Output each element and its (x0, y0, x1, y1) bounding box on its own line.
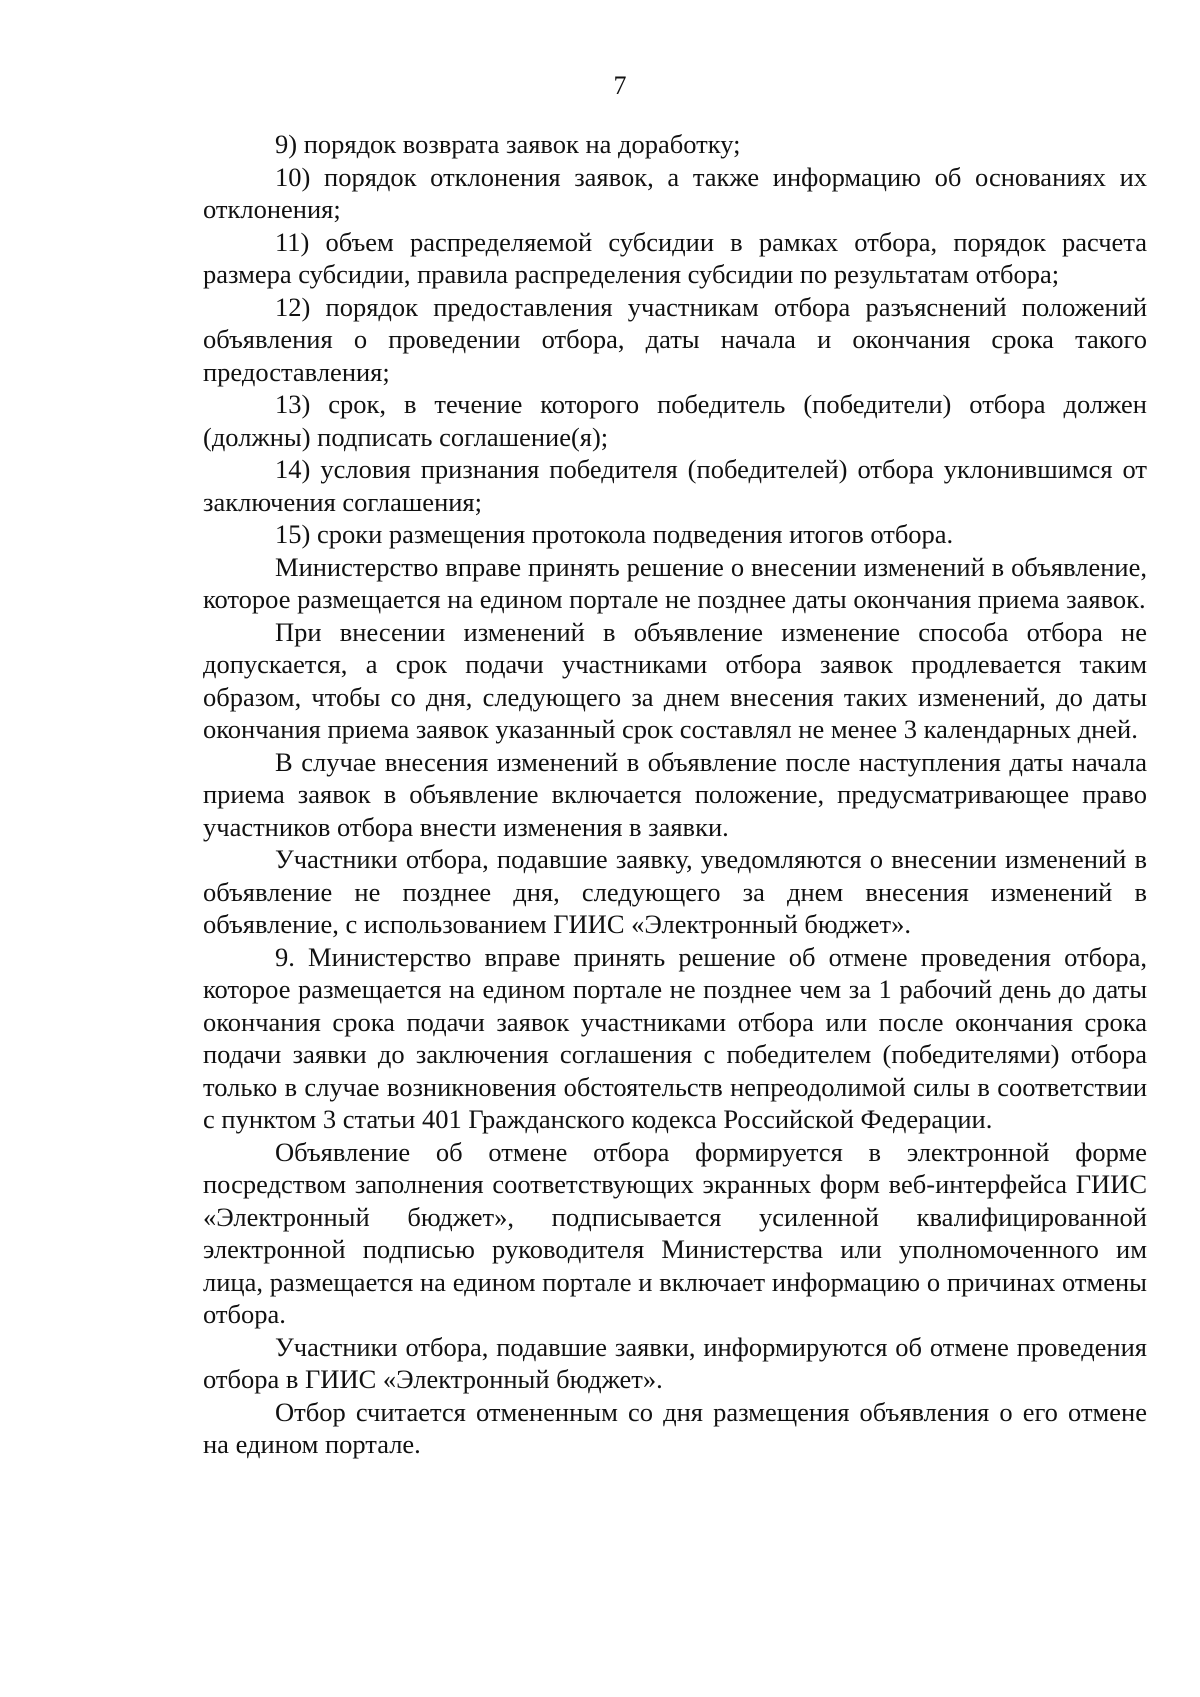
paragraph-item-13: 13) срок, в течение которого победитель (победители) отбора должен (должны) подписать соглашение(я); (203, 389, 1147, 452)
paragraph-amendment-right: Министерство вправе принять решение о внесении изменений в объявление, которое размещается на едином портале не позднее даты окончания приема заявок. (203, 551, 1147, 614)
paragraph-item-12: 12) порядок предоставления участникам отбора разъяснений положений объявления о проведении отбора, даты начала и окончания срока такого предоставления; (203, 291, 1147, 387)
paragraph-item-9: 9) порядок возврата заявок на доработку; (275, 129, 741, 159)
page-number: 7 (613, 71, 627, 100)
paragraph-cancellation-effective: Отбор считается отмененным со дня размещения объявления о его отмене на едином портале. (203, 1396, 1147, 1459)
paragraph-item-15: 15) сроки размещения протокола подведения итогов отбора. (275, 519, 954, 549)
paragraph-item-10: 10) порядок отклонения заявок, а также информацию об основаниях их отклонения; (203, 161, 1147, 224)
paragraph-cancellation-announcement: Объявление об отмене отбора формируется в электронной форме посредством заполнения соответствующих экранных форм веб-интерфейса ГИИС «Электронный бюджет», подписывается усиленной квалифицированной электронной подписью руководителя Министерства или уполномоченного им лица, размещается на едином портале и включает информацию о причинах отмены отбора. (203, 1136, 1147, 1329)
paragraph-item-14: 14) условия признания победителя (победителей) отбора уклонившимся от заключения соглашения; (203, 454, 1147, 517)
paragraph-participant-notification: Участники отбора, подавшие заявку, уведомляются о внесении изменений в объявление не позднее дня, следующего за днем внесения изменений в объявление, с использованием ГИИС «Электронный бюджет». (203, 844, 1147, 939)
paragraph-amendment-after-start: В случае внесения изменений в объявление после наступления даты начала приема заявок в объявление включается положение, предусматривающее право участников отбора внести изменения в заявки. (203, 746, 1147, 842)
paragraph-cancellation-notification: Участники отбора, подавшие заявки, информируются об отмене проведения отбора в ГИИС «Электронный бюджет». (203, 1331, 1147, 1394)
paragraph-amendment-terms: При внесении изменений в объявление изменение способа отбора не допускается, а срок подачи участниками отбора заявок продлевается таким образом, чтобы со дня, следующего за днем внесения таких изменений, до даты окончания приема заявок указанный срок составлял не менее 3 календарных дней. (203, 616, 1147, 744)
paragraph-item-11: 11) объем распределяемой субсидии в рамках отбора, порядок расчета размера субсидии, правила распределения субсидии по результатам отбора; (203, 226, 1147, 289)
paragraph-section-9-cancellation: 9. Министерство вправе принять решение об отмене проведения отбора, которое размещается на едином портале не позднее чем за 1 рабочий день до даты окончания срока подачи заявок участниками отбора или после окончания срока подачи заявки до заключения соглашения с победителем (победителями) отбора только в случае возникновения обстоятельств непреодолимой силы в соответствии с пунктом 3 статьи 401 Гражданского кодекса Российской Федерации. (203, 941, 1147, 1134)
document-body (203, 128, 1147, 1461)
